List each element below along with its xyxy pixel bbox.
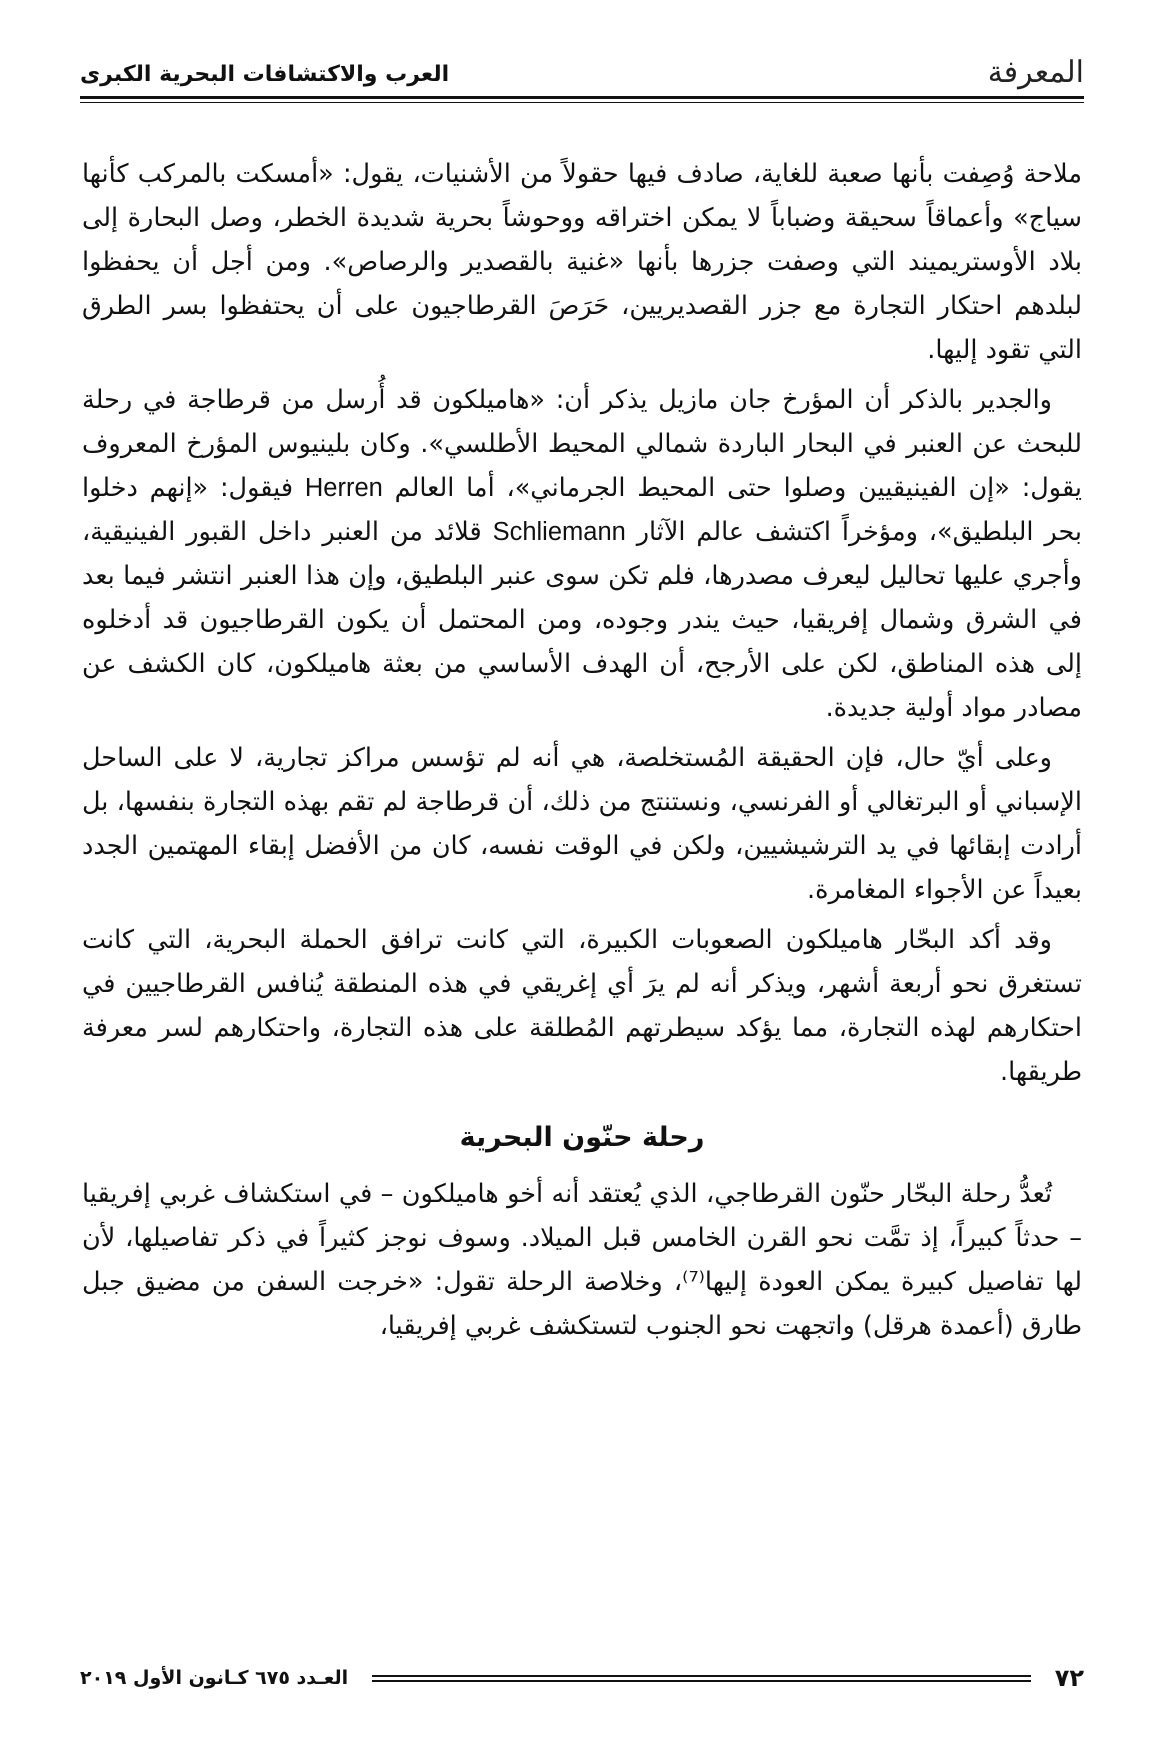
footer-rule bbox=[372, 1675, 1031, 1682]
page-number: ٧٢ bbox=[1054, 1664, 1084, 1692]
page-footer bbox=[80, 1658, 1084, 1698]
latin-name-schliemann: Schliemann bbox=[492, 518, 626, 546]
paragraph-1: ملاحة وُصِفت بأنها صعبة للغاية، صادف فيها حقولاً من الأشنيات، يقول: «أمسكت بالمركب كأنها سياج» وأعماقاً سحيقة وضباباً لا يمكن اختراقه ووحوشاً بحرية شديدة الخطر، وصل البحارة إلى بلاد الأوستريميند التي وصفت جزرها بأنها «غنية بالقصدير والرصاص». ومن أجل أن يحفظوا لبلدهم احتكار التجارة مع جزر القصديريين، حَرَصَ القرطاجيون على أن يحتفظوا بسر الطرق التي تقود إليها. bbox=[82, 159, 1082, 365]
paragraph-2-part-c: قلائد من العنبر داخل القبور الفينيقية، وأجري عليها تحاليل ليعرف مصدرها، فلم تكن سوى عنبر البلطيق، وإن هذا العنبر انتشر فيما بعد في الشرق وشمال إفريقيا، حيث يندر وجوده، ومن المحتمل أن يكون القرطاجيون قد أدخلوه إلى هذه المناطق، لكن على الأرجح، أن الهدف الأساسي من بعثة هاميلكون، كان الكشف عن مصادر مواد أولية جديدة. bbox=[82, 517, 1082, 723]
paragraph-5: تُعدُّ رحلة البحّار حنّون القرطاجي، الذي يُعتقد أنه أخو هاميلكون – في استكشاف غربي إفريقيا – حدثاً كبيراً، إذ تمَّت نحو القرن الخامس قبل الميلاد. وسوف نوجز كثيراً في ذكر تفاصيلها، لأن لها تفاصيل كبيرة يمكن العودة إليها⁽⁷⁾، وخلاصة الرحلة تقول: «خرجت السفن من مضيق جبل طارق (أعمدة هرقل) واتجهت نحو الجنوب لتستكشف غربي إفريقيا، bbox=[82, 1179, 1083, 1341]
issue-info: العـدد ٦٧٥ كـانون الأول ٢٠١٩ bbox=[80, 1667, 349, 1689]
latin-name-herren: Herren bbox=[304, 474, 383, 502]
paragraph-2-part-b: فيقول: «إنهم دخلوا بحر البلطيق»، ومؤخراً اكتشف عالم الآثار bbox=[82, 473, 1083, 547]
section-heading: رحلة حنّون البحرية bbox=[459, 1122, 705, 1153]
paragraph-2-part-a: والجدير بالذكر أن المؤرخ جان مازيل يذكر أن: «هاميلكون قد أُرسل من قرطاجة في رحلة للبحث عن العنبر في البحار الباردة شمالي المحيط الأطلسي». وكان بلينيوس المؤرخ المعروف يقول: «إن الفينيقيين وصلوا حتى المحيط الجرماني»، أما العالم bbox=[82, 385, 1082, 503]
header-rule-thin bbox=[80, 102, 1084, 103]
article-body bbox=[82, 152, 1082, 1354]
magazine-logo: المعرفة bbox=[987, 55, 1084, 90]
header-rule bbox=[80, 96, 1084, 99]
paragraph-4: وقد أكد البحّار هاميلكون الصعوبات الكبيرة، التي كانت ترافق الحملة البحرية، التي كانت تستغرق نحو أربعة أشهر، ويذكر أنه لم يرَ أي إغريقي في هذه المنطقة يُنافس القرطاجيين في احتكارهم لهذه التجارة، مما يؤكد سيطرتهم المُطلقة على هذه التجارة، واحتكارهم لسر معرفة طريقها. bbox=[82, 925, 1082, 1087]
paragraph-3: وعلى أيّ حال، فإن الحقيقة المُستخلصة، هي أنه لم تؤسس مراكز تجارية، لا على الساحل الإسباني أو البرتغالي أو الفرنسي، ونستنتج من ذلك، أن قرطاجة لم تقم بهذه التجارة بنفسها، بل أرادت إبقائها في يد الترشيشيين، ولكن في الوقت نفسه، كان من الأفضل إبقاء المهتمين الجدد بعيداً عن الأجواء المغامرة. bbox=[82, 743, 1082, 905]
paragraph-2 bbox=[82, 378, 1082, 730]
running-title: العرب والاكتشافات البحرية الكبرى bbox=[80, 62, 450, 87]
page-header bbox=[80, 48, 1084, 94]
